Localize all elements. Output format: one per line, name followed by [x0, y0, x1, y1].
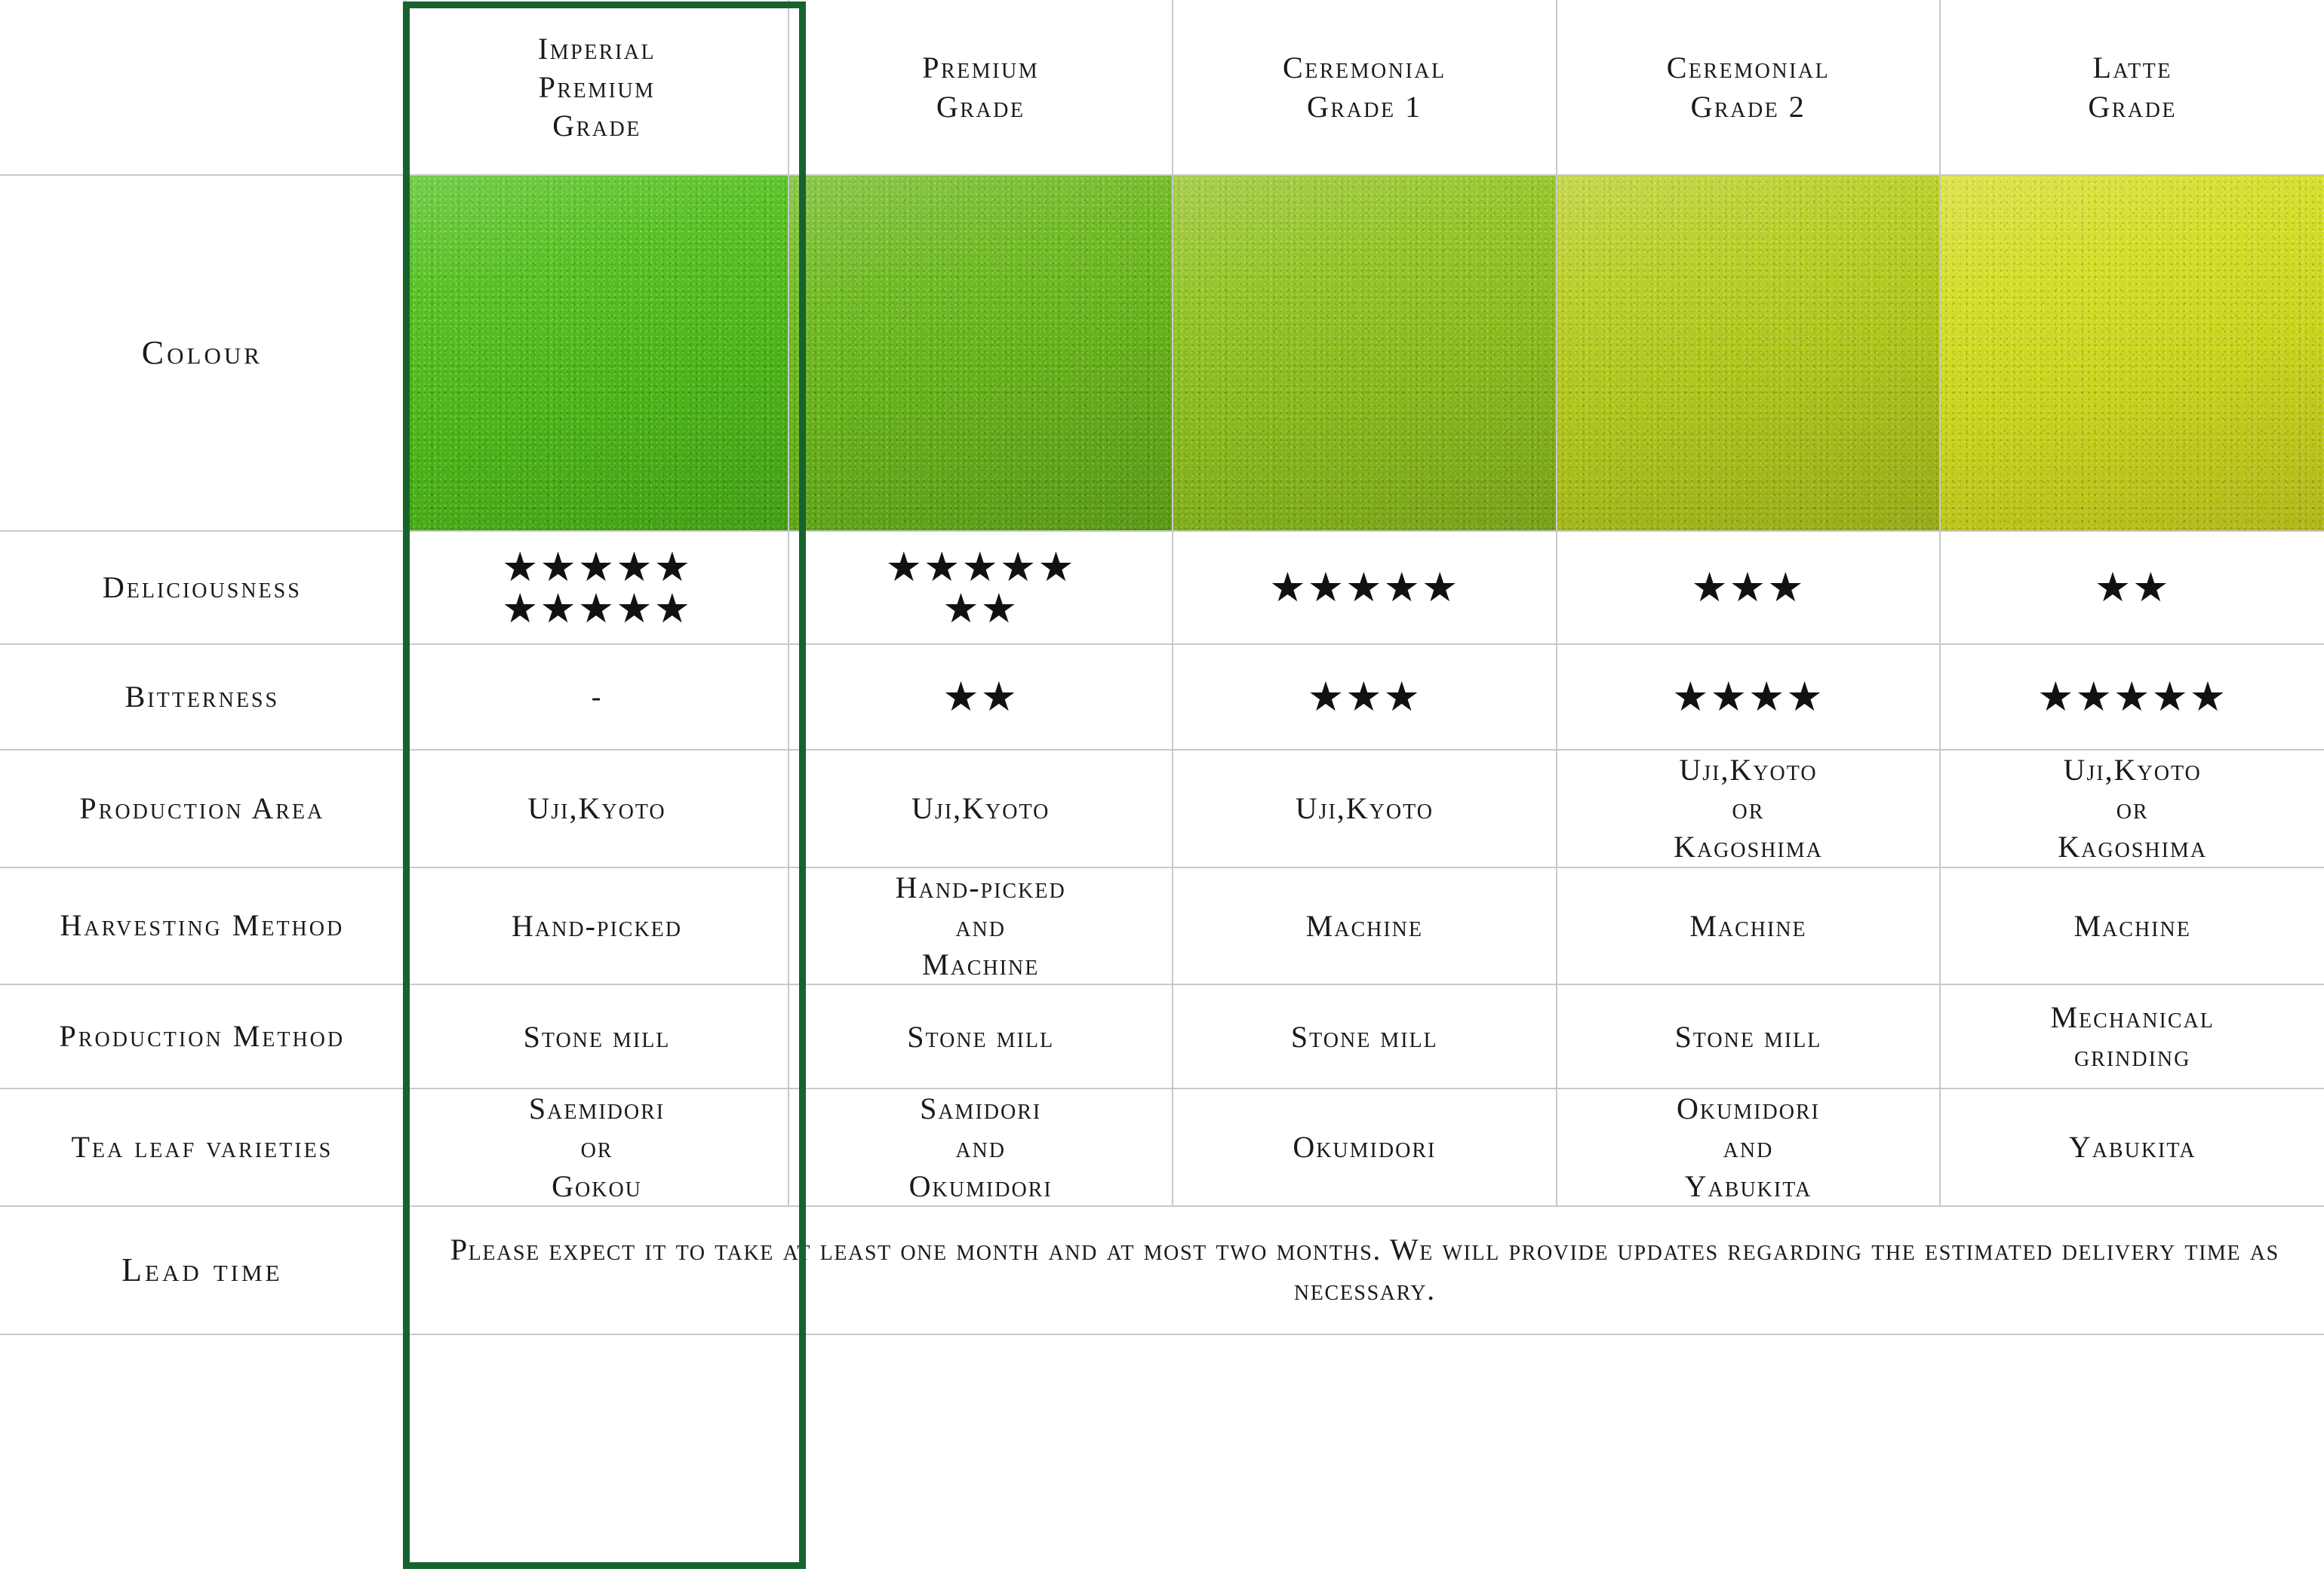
cell-line: grinding: [2073, 1039, 2191, 1073]
production-method-ceremonial-1: [1173, 984, 1557, 1088]
star-line: ★★★: [1691, 563, 1806, 612]
production-area-latte: [1940, 750, 2324, 867]
row-label-line: varieties: [206, 1129, 334, 1164]
tea-leaf-varieties-ceremonial-1: [1173, 1088, 1557, 1206]
table-row-lead-time: [0, 1206, 2324, 1334]
cell-line: Saemidori: [528, 1091, 666, 1126]
row-label-production-area: [0, 750, 405, 867]
header-line: Grade: [2088, 89, 2177, 124]
colour-swatch-latte: [1940, 175, 2324, 531]
row-label-line: Method: [232, 1019, 346, 1054]
harvesting-method-ceremonial-1: [1173, 867, 1557, 985]
cell-line: Uji,Kyoto: [1295, 791, 1434, 826]
header-line: Latte: [2092, 51, 2172, 85]
production-method-imperial-premium: [405, 984, 789, 1088]
column-header-ceremonial-1: [1173, 0, 1557, 175]
column-header-premium: [788, 0, 1173, 175]
header-line: Grade 2: [1690, 89, 1806, 124]
row-label-lead-time: Lead time: [0, 1206, 405, 1334]
header-line: Imperial: [537, 31, 656, 66]
table-row-colour: [0, 175, 2324, 531]
header-line: Ceremonial: [1283, 51, 1446, 85]
column-header-imperial-premium: [405, 0, 789, 175]
cell-line: Yabukita: [1684, 1168, 1812, 1203]
cell-line: Uji,Kyoto: [1679, 753, 1818, 787]
header-line: Premium: [538, 69, 656, 104]
tea-leaf-varieties-premium: [788, 1088, 1173, 1206]
colour-swatch-imperial-premium: [405, 175, 789, 531]
bitterness-latte: ★★★★★: [1940, 644, 2324, 750]
cell-line: Uji,Kyoto: [2063, 753, 2202, 787]
cell-line: or: [580, 1130, 613, 1165]
star-line: ★★★★★: [885, 542, 1076, 591]
production-area-imperial-premium: [405, 750, 789, 867]
table-header-row: [0, 0, 2324, 175]
production-area-ceremonial-2: [1557, 750, 1941, 867]
star-line: ★★★★★: [501, 542, 693, 591]
row-label-tea-leaf-varieties: [0, 1088, 405, 1206]
header-line: Ceremonial: [1666, 51, 1831, 85]
star-line: ★★: [942, 585, 1019, 632]
row-label-bitterness: Bitterness: [0, 644, 405, 750]
cell-line: Okumidori: [908, 1168, 1053, 1203]
row-label-harvesting-method: [0, 867, 405, 985]
cell-line: or: [1732, 791, 1765, 826]
cell-line: Kagoshima: [1674, 830, 1823, 864]
corner-cell: [0, 0, 405, 175]
cell-line: Stone mill: [1674, 1019, 1822, 1054]
cell-line: Gokou: [552, 1168, 642, 1203]
row-label-line: Tea leaf: [71, 1129, 197, 1164]
harvesting-method-imperial-premium: [405, 867, 789, 985]
cell-line: and: [1723, 1130, 1774, 1165]
row-label-production-method: [0, 984, 405, 1088]
tea-leaf-varieties-imperial-premium: [405, 1088, 789, 1206]
production-method-latte: [1940, 984, 2324, 1088]
row-label-colour: Colour: [0, 175, 405, 531]
cell-line: Uji,Kyoto: [911, 791, 1050, 826]
cell-line: or: [2116, 791, 2149, 826]
deliciousness-ceremonial-2: [1557, 531, 1941, 644]
bitterness-premium: ★★: [788, 644, 1173, 750]
star-line: ★★: [2094, 563, 2171, 612]
cell-line: Machine: [2073, 908, 2191, 943]
table-row-deliciousness: [0, 531, 2324, 644]
column-header-latte: [1940, 0, 2324, 175]
deliciousness-ceremonial-1: [1173, 531, 1557, 644]
cell-line: Uji,Kyoto: [527, 791, 666, 826]
production-area-ceremonial-1: [1173, 750, 1557, 867]
row-label-deliciousness: Deliciousness: [0, 531, 405, 644]
bitterness-ceremonial-1: ★★★: [1173, 644, 1557, 750]
bitterness-imperial-premium: -: [405, 644, 789, 750]
production-area-premium: [788, 750, 1173, 867]
header-line: Grade: [936, 89, 1025, 124]
cell-line: and: [955, 908, 1006, 943]
cell-line: Machine: [922, 947, 1040, 981]
deliciousness-premium: [788, 531, 1173, 644]
cell-line: Stone mill: [1290, 1019, 1438, 1054]
production-method-premium: [788, 984, 1173, 1088]
header-line: Grade 1: [1307, 89, 1422, 124]
table-row-production-method: [0, 984, 2324, 1088]
deliciousness-latte: [1940, 531, 2324, 644]
cell-line: Machine: [1305, 908, 1423, 943]
table-row-tea-leaf-varieties: [0, 1088, 2324, 1206]
row-label-line: Production: [59, 1019, 223, 1054]
harvesting-method-premium: [788, 867, 1173, 985]
cell-line: Machine: [1689, 908, 1807, 943]
table-row-harvesting-method: [0, 867, 2324, 985]
production-method-ceremonial-2: [1557, 984, 1941, 1088]
star-line: ★★★★★: [1269, 563, 1460, 612]
cell-line: Samidori: [920, 1091, 1042, 1126]
cell-line: Okumidori: [1676, 1091, 1820, 1126]
header-line: Grade: [552, 109, 641, 143]
colour-swatch-ceremonial-2: [1557, 175, 1941, 531]
lead-time-note: Please expect it to take at least one month and at most two months. We will provide updates regarding the estimated delivery time as necessary.: [405, 1206, 2324, 1334]
column-header-ceremonial-2: [1557, 0, 1941, 175]
bitterness-ceremonial-2: ★★★★: [1557, 644, 1941, 750]
row-label-line: Method: [232, 908, 345, 943]
row-label-line: Production: [79, 791, 244, 825]
cell-line: and: [955, 1130, 1006, 1165]
cell-line: Yabukita: [2068, 1130, 2196, 1165]
row-label-line: Area: [251, 791, 325, 825]
harvesting-method-latte: [1940, 867, 2324, 985]
cell-line: Stone mill: [907, 1019, 1055, 1054]
table-row-production-area: [0, 750, 2324, 867]
tea-leaf-varieties-latte: [1940, 1088, 2324, 1206]
star-line: ★★★★★: [501, 585, 693, 632]
row-label-line: Harvesting: [60, 908, 223, 943]
cell-line: Okumidori: [1293, 1130, 1437, 1165]
table-row-bitterness: [0, 644, 2324, 750]
colour-swatch-premium: [788, 175, 1173, 531]
cell-line: Hand-picked: [895, 870, 1066, 904]
cell-line: Mechanical: [2050, 999, 2215, 1034]
cell-line: Hand-picked: [512, 908, 683, 943]
header-line: Premium: [922, 51, 1040, 85]
harvesting-method-ceremonial-2: [1557, 867, 1941, 985]
tea-leaf-varieties-ceremonial-2: [1557, 1088, 1941, 1206]
deliciousness-imperial-premium: [405, 531, 789, 644]
colour-swatch-ceremonial-1: [1173, 175, 1557, 531]
cell-line: Kagoshima: [2058, 830, 2208, 864]
cell-line: Stone mill: [523, 1019, 671, 1054]
